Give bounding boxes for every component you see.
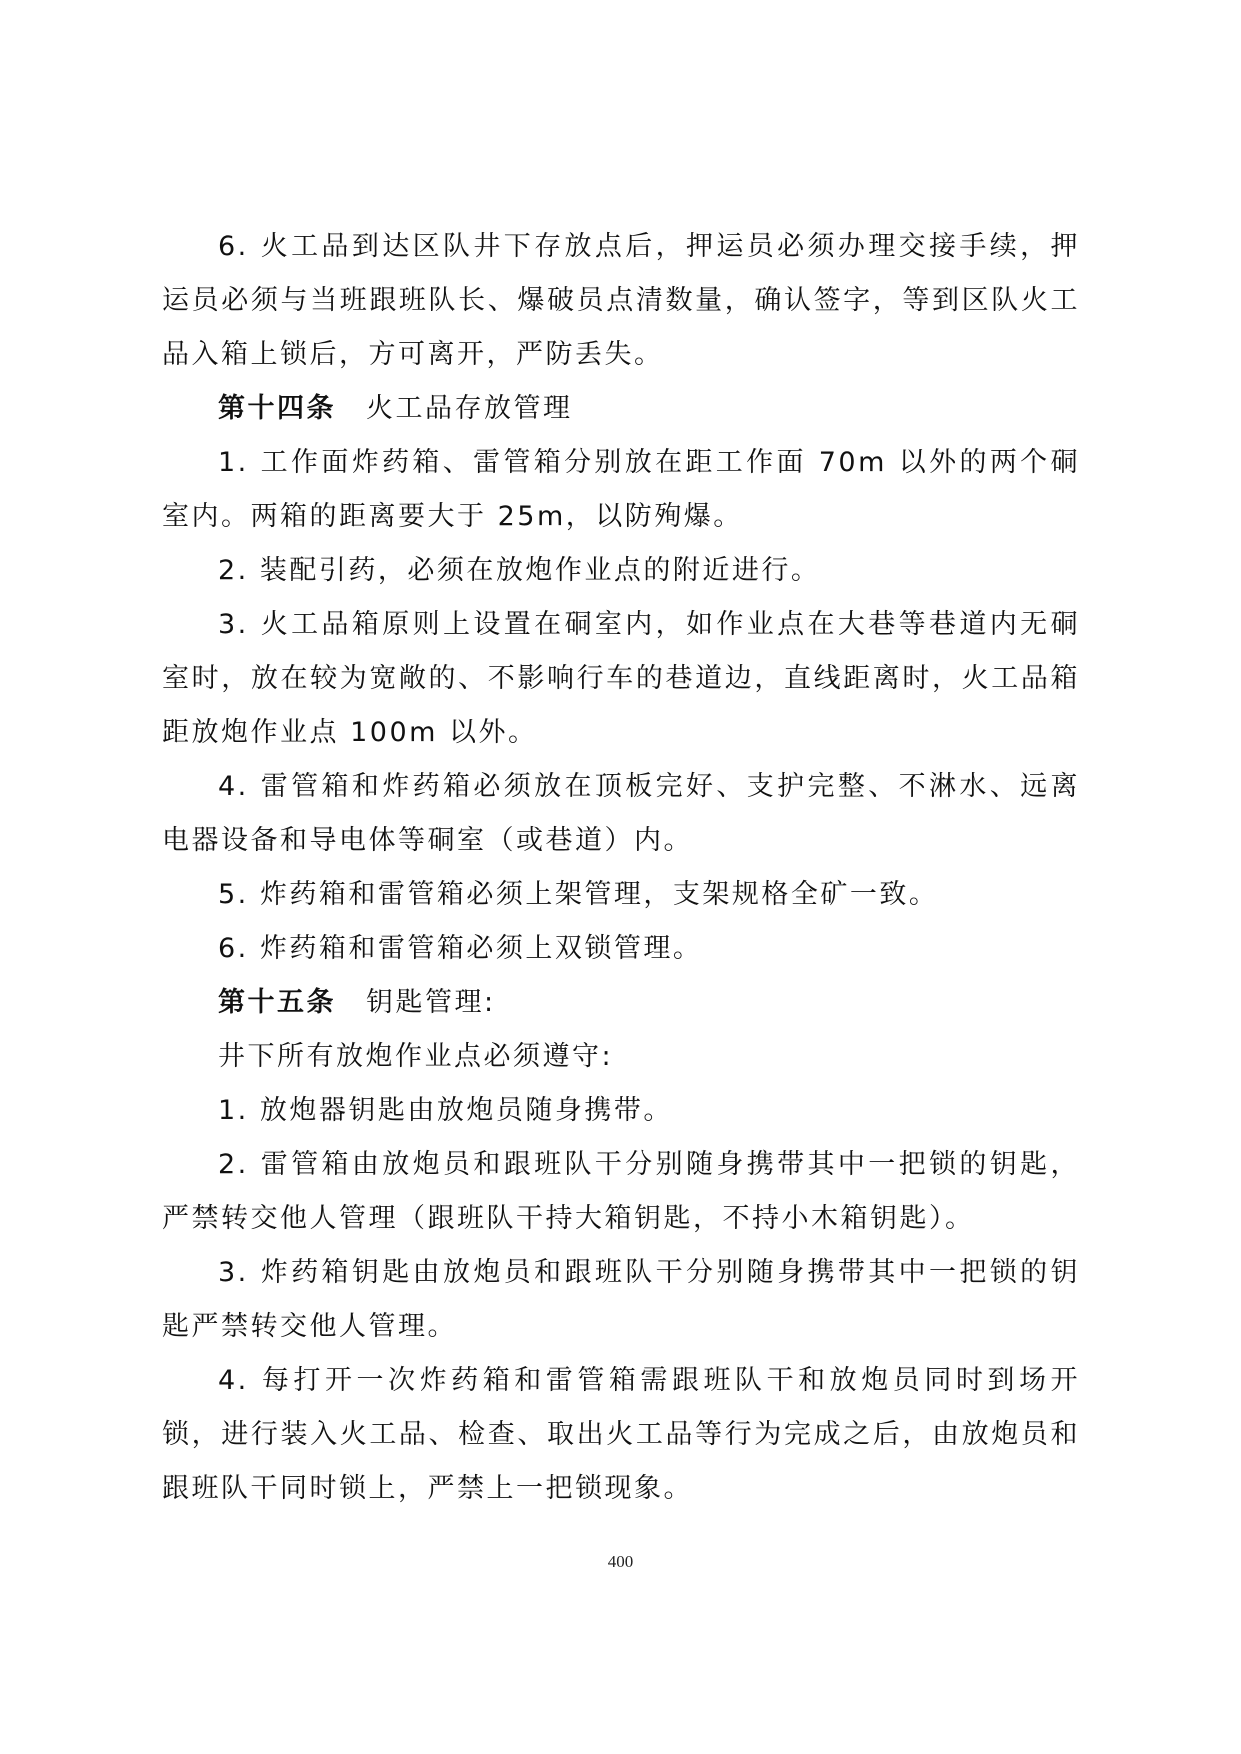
article-14-heading [162, 382, 1080, 436]
paragraph-12: 2. 雷管箱由放炮员和跟班队干分别随身携带其中一把锁的钥匙，严禁转交他人管理（跟班队干持大箱钥匙，不持小木箱钥匙）。 [162, 1149, 1080, 1234]
paragraph-13: 3. 炸药箱钥匙由放炮员和跟班队干分别随身携带其中一把锁的钥匙严禁转交他人管理。 [162, 1257, 1080, 1342]
paragraph-14: 4. 每打开一次炸药箱和雷管箱需跟班队干和放炮员同时到场开锁，进行装入火工品、检查、取出火工品等行为完成之后，由放炮员和跟班队干同时锁上，严禁上一把锁现象。 [162, 1365, 1080, 1504]
paragraph-11: 1. 放炮器钥匙由放炮员随身携带。 [218, 1095, 673, 1126]
paragraph-7: 5. 炸药箱和雷管箱必须上架管理，支架规格全矿一致。 [218, 879, 939, 910]
paragraph-5: 3. 火工品箱原则上设置在硐室内，如作业点在大巷等巷道内无硐室时，放在较为宽敞的、不影响行车的巷道边，直线距离时，火工品箱距放炮作业点 100m 以外。 [162, 609, 1080, 748]
paragraph-1: 6. 火工品到达区队井下存放点后，押运员必须办理交接手续，押运员必须与当班跟班队长、爆破员点清数量，确认签字，等到区队火工品入箱上锁后，方可离开，严防丢失。 [162, 231, 1080, 370]
page-number: 400 [607, 1552, 634, 1571]
paragraph-4: 2. 装配引药，必须在放炮作业点的附近进行。 [218, 555, 821, 586]
article-15-title: 钥匙管理: [366, 987, 496, 1018]
article-15-label: 第十五条 [218, 987, 336, 1018]
paragraph-3: 1. 工作面炸药箱、雷管箱分别放在距工作面 70m 以外的两个硐室内。两箱的距离要大于 25m，以防殉爆。 [162, 447, 1080, 532]
paragraph-8: 6. 炸药箱和雷管箱必须上双锁管理。 [218, 933, 703, 964]
article-14-title: 火工品存放管理 [366, 393, 573, 424]
paragraph-6: 4. 雷管箱和炸药箱必须放在顶板完好、支护完整、不淋水、远离电器设备和导电体等硐室（或巷道）内。 [162, 771, 1080, 856]
article-15-heading [162, 976, 1080, 1030]
page-content [162, 220, 1080, 1516]
article-14-label: 第十四条 [218, 393, 336, 424]
paragraph-10: 井下所有放炮作业点必须遵守: [218, 1041, 614, 1072]
